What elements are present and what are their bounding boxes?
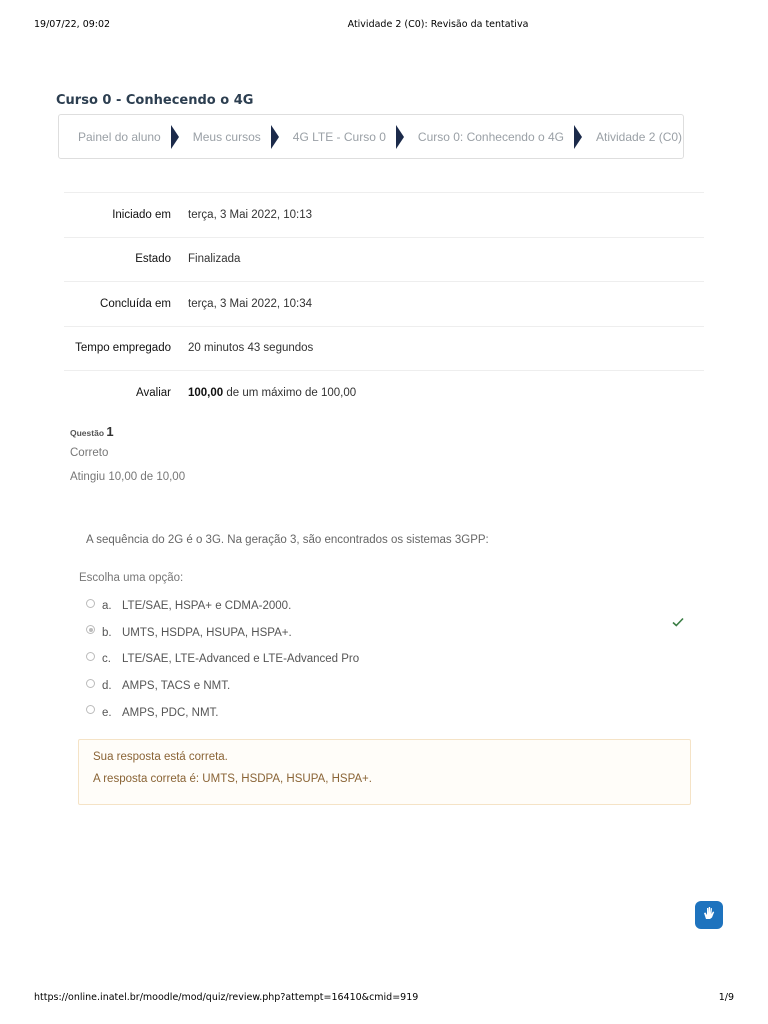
breadcrumb-link[interactable]: Curso 0: Conhecendo o 4G bbox=[417, 129, 564, 144]
question-info bbox=[70, 424, 185, 483]
option-text: LTE/SAE, LTE-Advanced e LTE-Advanced Pro bbox=[122, 653, 360, 666]
summary-row bbox=[64, 237, 704, 282]
print-footer bbox=[0, 992, 768, 1006]
breadcrumb-item-curso[interactable] bbox=[293, 115, 418, 158]
answer-option-c[interactable] bbox=[86, 646, 686, 673]
option-letter: a. bbox=[102, 600, 112, 613]
question-text: A sequência do 2G é o 3G. Na geração 3, são encontrados os sistemas 3GPP: bbox=[86, 534, 489, 546]
summary-value: terça, 3 Mai 2022, 10:13 bbox=[188, 208, 313, 221]
breadcrumb-separator-icon bbox=[271, 125, 279, 149]
answer-prompt: Escolha uma opção: bbox=[79, 572, 184, 584]
radio-button[interactable] bbox=[86, 705, 95, 714]
print-date: 19/07/22, 09:02 bbox=[34, 19, 111, 30]
breadcrumb-item-painel[interactable] bbox=[59, 115, 193, 158]
summary-value: Finalizada bbox=[188, 253, 241, 266]
summary-label: Concluída em bbox=[100, 297, 171, 310]
check-icon bbox=[672, 616, 684, 630]
breadcrumb-link[interactable]: Meus cursos bbox=[192, 129, 261, 144]
score-max: de um máximo de 100,00 bbox=[223, 386, 357, 399]
answer-option-d[interactable] bbox=[86, 673, 686, 700]
summary-label: Iniciado em bbox=[112, 208, 171, 221]
breadcrumb-item-meus-cursos[interactable] bbox=[193, 115, 293, 158]
breadcrumb-link[interactable]: Atividade 2 (C0) bbox=[596, 129, 683, 144]
summary-value bbox=[188, 387, 356, 399]
summary-label: Avaliar bbox=[136, 386, 171, 399]
option-text: UMTS, HSDPA, HSUPA, HSPA+. bbox=[122, 626, 292, 639]
radio-button[interactable] bbox=[86, 679, 95, 688]
breadcrumb-item-atividade[interactable] bbox=[596, 115, 684, 158]
accessibility-button[interactable] bbox=[695, 901, 723, 929]
option-letter: d. bbox=[102, 680, 112, 693]
print-url: https://online.inatel.br/moodle/mod/quiz/review.php?attempt=16410&cmid=919 bbox=[34, 992, 419, 1003]
breadcrumb-separator-icon bbox=[574, 125, 582, 149]
question-number bbox=[70, 424, 185, 439]
page-title: Curso 0 - Conhecendo o 4G bbox=[56, 93, 254, 108]
option-letter: b. bbox=[102, 626, 112, 639]
question-label: Questão bbox=[70, 428, 105, 438]
radio-button-selected[interactable] bbox=[86, 625, 95, 634]
feedback-right-answer: A resposta correta é: UMTS, HSDPA, HSUPA, HSPA+. bbox=[93, 773, 372, 785]
print-header bbox=[0, 19, 768, 33]
question-number-value: 1 bbox=[106, 424, 114, 439]
summary-label: Estado bbox=[135, 253, 171, 266]
breadcrumb-separator-icon bbox=[396, 125, 404, 149]
print-page-number: 1/9 bbox=[718, 992, 734, 1003]
breadcrumb-separator-icon bbox=[171, 125, 179, 149]
summary-row bbox=[64, 192, 704, 237]
print-title: Atividade 2 (C0): Revisão da tentativa bbox=[347, 19, 529, 30]
answer-option-a[interactable] bbox=[86, 593, 686, 620]
breadcrumb-link[interactable]: Painel do aluno bbox=[78, 129, 161, 144]
summary-row bbox=[64, 281, 704, 326]
option-text: AMPS, TACS e NMT. bbox=[122, 680, 231, 693]
summary-value: terça, 3 Mai 2022, 10:34 bbox=[188, 297, 313, 310]
breadcrumb bbox=[58, 114, 684, 159]
radio-button[interactable] bbox=[86, 599, 95, 608]
option-letter: e. bbox=[102, 706, 112, 719]
breadcrumb-item-secao[interactable] bbox=[418, 115, 596, 158]
option-text: LTE/SAE, HSPA+ e CDMA-2000. bbox=[122, 600, 292, 613]
feedback-correct: Sua resposta está correta. bbox=[93, 751, 228, 763]
answer-options bbox=[86, 593, 686, 726]
attempt-summary-table bbox=[64, 192, 704, 415]
option-text: AMPS, PDC, NMT. bbox=[122, 706, 219, 719]
summary-row bbox=[64, 370, 704, 415]
option-letter: c. bbox=[102, 653, 111, 666]
feedback-box bbox=[78, 739, 691, 805]
answer-option-b[interactable] bbox=[86, 620, 686, 647]
breadcrumb-link[interactable]: 4G LTE - Curso 0 bbox=[292, 129, 386, 144]
summary-label: Tempo empregado bbox=[75, 342, 171, 355]
question-grade: Atingiu 10,00 de 10,00 bbox=[70, 471, 186, 483]
question-state: Correto bbox=[70, 447, 109, 459]
score-value: 100,00 bbox=[188, 386, 224, 399]
hand-sign-icon bbox=[701, 905, 717, 926]
summary-value: 20 minutos 43 segundos bbox=[188, 342, 314, 355]
summary-row bbox=[64, 326, 704, 371]
radio-button[interactable] bbox=[86, 652, 95, 661]
answer-option-e[interactable] bbox=[86, 699, 686, 726]
